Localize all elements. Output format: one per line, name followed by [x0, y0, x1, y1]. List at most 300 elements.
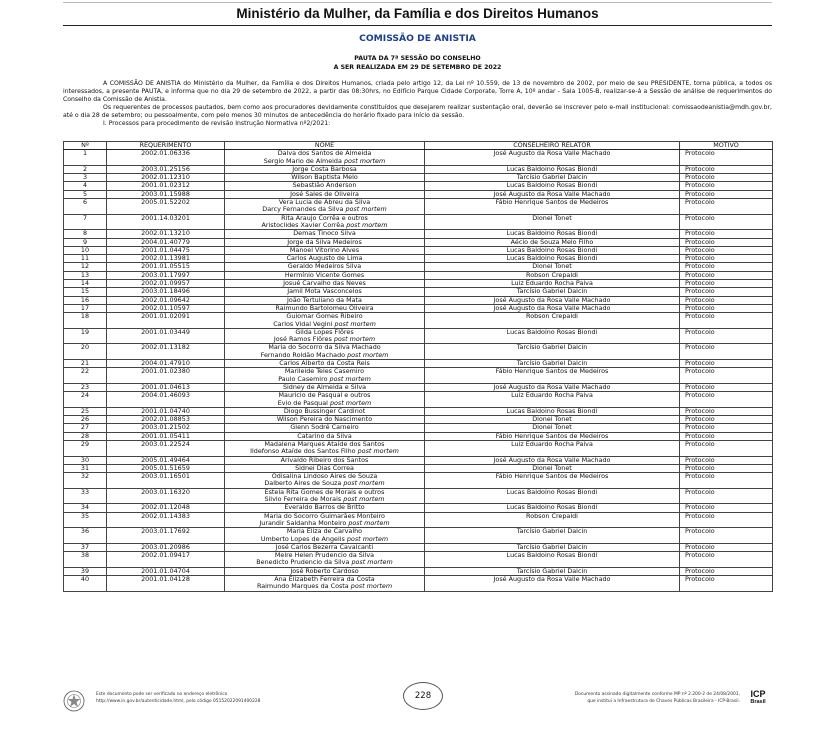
row-number: 34: [64, 504, 107, 512]
table-row: [64, 263, 773, 271]
title-rule: [63, 25, 772, 26]
row-post-mortem: post mortem: [345, 205, 387, 214]
row-nome-primary: Guiomar Gomes Ribeiro: [286, 312, 363, 321]
row-requerimento: 2002.01.10597: [107, 304, 225, 312]
row-nome-primary: Glenn Sodré Carneiro: [290, 423, 359, 432]
row-requerimento: 2003.01.22524: [107, 440, 225, 456]
icp-brasil-logo: [746, 690, 770, 705]
row-motivo: Protocolo: [680, 567, 773, 575]
row-nome-secondary: [227, 480, 422, 487]
table-row: [64, 214, 773, 230]
row-motivo: Protocolo: [680, 504, 773, 512]
row-conselheiro: Lucas Baldoino Rosas Biondi: [425, 182, 680, 190]
row-post-mortem: post mortem: [348, 518, 390, 527]
row-nome-secondary: [227, 520, 422, 527]
row-nome-primary: Marileide Teles Casemiro: [284, 367, 365, 376]
table-row: [64, 488, 773, 504]
row-nome-deceased: Raimundo Marques da Costa: [256, 582, 349, 591]
row-nome-deceased: Evio de Pasqual: [277, 398, 328, 407]
row-requerimento: 2002.01.12310: [107, 174, 225, 182]
row-requerimento: 2001.01.03449: [107, 328, 225, 344]
row-conselheiro: José Augusto da Rosa Valle Machado: [425, 576, 680, 592]
row-nome: [225, 440, 425, 456]
row-number: 19: [64, 328, 107, 344]
row-nome-deceased: José Ramos Flôres: [273, 335, 332, 344]
row-motivo: Protocolo: [680, 576, 773, 592]
row-conselheiro: Dionei Tonet: [425, 416, 680, 424]
header-requerimento: REQUERIMENTO: [107, 142, 225, 150]
row-conselheiro: José Augusto da Rosa Valle Machado: [425, 150, 680, 166]
row-number: 15: [64, 288, 107, 296]
row-nome-primary: Meire Helen Prudencio da Silva: [274, 551, 375, 560]
intro-paragraph-1: A COMISSÃO DE ANISTIA do Ministério da Mulher, da Família e dos Direitos Humanos, criada pelo artigo 12, da Lei nº 10.559, de 13 de novembro de 2002, por meio de seu PRESIDENTE, torna pública, a todos os interessados, a presente PAUTA, e informa que no dia 29 de setembro de 2022, a partir das 08:30hrs, no Edifício Parque Cidade Corporate, Torre A, 10º andar - Sala 1005-B, realizar-se-á a Sessão de análise de requerimentos do Conselho da Comissão de Anistia.: [63, 80, 772, 103]
row-motivo: Protocolo: [680, 344, 773, 360]
row-conselheiro: Fábio Henrique Santos de Medeiros: [425, 432, 680, 440]
table-row: [64, 313, 773, 329]
row-nome-deceased: Dalberto Aires de Souza: [264, 479, 342, 488]
icp-logo-bottom: Brasil: [750, 699, 766, 705]
row-number: 39: [64, 567, 107, 575]
row-conselheiro: Luiz Eduardo Rocha Paiva: [425, 392, 680, 408]
row-motivo: Protocolo: [680, 255, 773, 263]
row-number: 25: [64, 407, 107, 415]
row-nome-deceased: Umberto Lopes de Angelis: [260, 534, 345, 543]
row-nome: [225, 230, 425, 238]
row-nome: [225, 512, 425, 528]
row-requerimento: 2002.01.09417: [107, 552, 225, 568]
pauta-line-1: PAUTA DA 7ª SESSÃO DO CONSELHO: [354, 55, 481, 62]
row-motivo: Protocolo: [680, 150, 773, 166]
row-motivo: Protocolo: [680, 456, 773, 464]
row-conselheiro: José Augusto da Rosa Valle Machado: [425, 456, 680, 464]
row-motivo: Protocolo: [680, 512, 773, 528]
verification-line-1: Este documento pode ser verificado no endereço eletrônico: [96, 692, 228, 697]
row-nome-secondary: [227, 222, 422, 229]
row-conselheiro: Tarcísio Gabriel Dalcin: [425, 344, 680, 360]
row-nome-deceased: Paulo Casemiro: [278, 374, 328, 383]
row-nome-primary: Jorge da Silva Medeiros: [287, 237, 362, 246]
row-nome-primary: Raimundo Bartolomeu Oliveira: [275, 303, 374, 312]
row-conselheiro: Robson Crepaldi: [425, 512, 680, 528]
row-motivo: Protocolo: [680, 368, 773, 384]
row-number: 35: [64, 512, 107, 528]
intro-text: [63, 80, 772, 128]
row-nome: [225, 214, 425, 230]
row-nome: [225, 528, 425, 544]
row-conselheiro: Fábio Henrique Santos de Medeiros: [425, 473, 680, 489]
row-motivo: Protocolo: [680, 464, 773, 472]
row-nome: [225, 368, 425, 384]
row-number: 20: [64, 344, 107, 360]
row-nome-primary: Rita Araujo Corrêa e outros: [281, 213, 368, 222]
ministry-title: Ministério da Mulher, da Família e dos Direitos Humanos: [236, 6, 599, 21]
row-requerimento: 2003.01.25156: [107, 165, 225, 173]
header-number: Nº: [64, 142, 107, 150]
row-nome-primary: Everaldo Barros de Britto: [284, 503, 365, 512]
row-nome-secondary: [227, 376, 422, 383]
row-post-mortem: post mortem: [329, 398, 372, 407]
row-nome-primary: Maria do Socorro Guimarães Monteiro: [264, 511, 385, 520]
row-nome-primary: Estela Rita Gomes de Morais e outros: [264, 487, 385, 496]
row-nome-deceased: Fernando Roldão Machado: [260, 350, 346, 359]
row-nome-deceased: Benedicto Prudencio da Silva: [256, 558, 350, 567]
row-nome-primary: Demas Tinoco Silva: [293, 229, 356, 238]
row-nome-primary: Geraldo Medeiros Silva: [287, 262, 362, 271]
row-post-mortem: post mortem: [334, 319, 376, 328]
row-number: 3: [64, 174, 107, 182]
row-motivo: Protocolo: [680, 407, 773, 415]
row-number: 30: [64, 456, 107, 464]
row-number: 10: [64, 246, 107, 254]
row-number: 27: [64, 424, 107, 432]
row-nome-deceased: Silvio Ferreira de Morais: [264, 495, 342, 504]
page-footer: [63, 686, 772, 720]
row-conselheiro: Tarcísio Gabriel Dalcin: [425, 174, 680, 182]
row-number: 24: [64, 392, 107, 408]
requirements-table: [63, 141, 773, 592]
row-post-mortem: post mortem: [357, 447, 399, 456]
coat-of-arms-icon: [63, 690, 85, 712]
row-requerimento: 2001.01.04704: [107, 567, 225, 575]
row-nome-primary: José Carlos Bezerra Cavalcanti: [275, 542, 374, 551]
row-number: 14: [64, 280, 107, 288]
row-post-mortem: post mortem: [346, 220, 388, 229]
row-nome: [225, 150, 425, 166]
row-requerimento: 2002.01.13182: [107, 344, 225, 360]
row-conselheiro: Lucas Baldoino Rosas Biondi: [425, 165, 680, 173]
row-number: 38: [64, 552, 107, 568]
row-motivo: Protocolo: [680, 543, 773, 551]
row-requerimento: 2002.01.06336: [107, 150, 225, 166]
row-nome-primary: Jorge Costa Barbosa: [292, 164, 357, 173]
row-number: 13: [64, 271, 107, 279]
pauta-line-2: A SER REALIZADA EM 29 DE SETEMBRO DE 2022: [333, 64, 502, 71]
row-requerimento: 2002.01.13210: [107, 230, 225, 238]
row-conselheiro: Lucas Baldoino Rosas Biondi: [425, 552, 680, 568]
row-nome-primary: Madalena Marques Ataíde dos Santos: [264, 439, 385, 448]
row-nome-primary: Maria Eliza de Carvalho: [286, 527, 363, 536]
row-conselheiro: Luiz Eduardo Rocha Paiva: [425, 280, 680, 288]
row-nome: [225, 488, 425, 504]
row-post-mortem: post mortem: [346, 534, 389, 543]
row-nome-secondary: [227, 536, 422, 543]
row-motivo: Protocolo: [680, 473, 773, 489]
table-row: [64, 424, 773, 432]
row-requerimento: 2003.01.21502: [107, 424, 225, 432]
row-motivo: Protocolo: [680, 246, 773, 254]
row-requerimento: 2002.01.14383: [107, 512, 225, 528]
row-motivo: Protocolo: [680, 280, 773, 288]
row-conselheiro: José Augusto da Rosa Valle Machado: [425, 296, 680, 304]
row-number: 16: [64, 296, 107, 304]
row-number: 28: [64, 432, 107, 440]
row-nome: [225, 473, 425, 489]
row-motivo: Protocolo: [680, 432, 773, 440]
table-row: [64, 440, 773, 456]
table-row: [64, 552, 773, 568]
row-nome: [225, 552, 425, 568]
row-requerimento: 2001.01.04475: [107, 246, 225, 254]
row-conselheiro: Robson Crepaldi: [425, 313, 680, 329]
row-conselheiro: Lucas Baldoino Rosas Biondi: [425, 407, 680, 415]
row-requerimento: 2003.01.17997: [107, 271, 225, 279]
row-conselheiro: Tarcísio Gabriel Dalcin: [425, 288, 680, 296]
row-conselheiro: Dionei Tonet: [425, 424, 680, 432]
row-nome-primary: Odisalina Lindoso Aires de Souza: [271, 472, 378, 481]
row-requerimento: 2001.01.04613: [107, 383, 225, 391]
row-nome-deceased: Sergio Mario de Almeida: [263, 156, 342, 165]
row-requerimento: 2002.01.13981: [107, 255, 225, 263]
row-number: 12: [64, 263, 107, 271]
row-nome-deceased: Darcy Fernandes da Silva: [262, 205, 344, 214]
row-nome: [225, 424, 425, 432]
row-requerimento: 2003.01.20986: [107, 543, 225, 551]
row-motivo: Protocolo: [680, 214, 773, 230]
row-motivo: Protocolo: [680, 296, 773, 304]
row-post-mortem: post mortem: [329, 374, 371, 383]
row-conselheiro: Lucas Baldoino Rosas Biondi: [425, 504, 680, 512]
row-number: 26: [64, 416, 107, 424]
row-requerimento: 2001.14.03201: [107, 214, 225, 230]
row-requerimento: 2004.01.47910: [107, 360, 225, 368]
row-number: 37: [64, 543, 107, 551]
row-motivo: Protocolo: [680, 416, 773, 424]
header-motivo: MOTIVO: [680, 142, 773, 150]
row-motivo: Protocolo: [680, 238, 773, 246]
row-motivo: Protocolo: [680, 328, 773, 344]
row-motivo: Protocolo: [680, 488, 773, 504]
row-post-mortem: post mortem: [343, 479, 385, 488]
table-row: [64, 328, 773, 344]
row-requerimento: 2005.01.49464: [107, 456, 225, 464]
row-nome: [225, 313, 425, 329]
row-number: 21: [64, 360, 107, 368]
row-conselheiro: José Augusto da Rosa Valle Machado: [425, 190, 680, 198]
row-nome-primary: Gilda Lopes Flôres: [295, 327, 354, 336]
row-nome: [225, 328, 425, 344]
row-number: 31: [64, 464, 107, 472]
row-requerimento: 2004.01.40779: [107, 238, 225, 246]
row-requerimento: 2001.01.05515: [107, 263, 225, 271]
commission-title: COMISSÃO DE ANISTIA: [359, 33, 476, 44]
row-conselheiro: Aécio de Souza Melo Filho: [425, 238, 680, 246]
row-requerimento: 2003.01.15988: [107, 190, 225, 198]
row-requerimento: 2002.01.12048: [107, 504, 225, 512]
header-nome: NOME: [225, 142, 425, 150]
row-requerimento: 2001.01.02380: [107, 368, 225, 384]
table-row: [64, 473, 773, 489]
row-nome-primary: Josué Carvalho das Neves: [283, 279, 366, 288]
row-number: 32: [64, 473, 107, 489]
row-nome-secondary: [227, 583, 422, 590]
row-motivo: Protocolo: [680, 304, 773, 312]
row-motivo: Protocolo: [680, 360, 773, 368]
row-conselheiro: Tarcísio Gabriel Dalcin: [425, 543, 680, 551]
row-number: 17: [64, 304, 107, 312]
row-conselheiro: Dionei Tonet: [425, 263, 680, 271]
row-requerimento: 2005.01.52202: [107, 199, 225, 215]
row-nome: [225, 288, 425, 296]
table-row: [64, 576, 773, 592]
row-nome-secondary: [227, 321, 422, 328]
row-nome-primary: Maria do Socorro da Silva Machado: [268, 343, 381, 352]
verification-line-2: http://www.in.gov.br/autenticidade.html, pelo código 05152022091400228: [96, 699, 261, 704]
row-nome-secondary: [227, 206, 422, 213]
row-nome-primary: Wilson Pereira do Nascimento: [276, 415, 373, 424]
row-nome-deceased: Jurandir Saldanha Monteiro: [259, 518, 347, 527]
row-conselheiro: Lucas Baldoino Rosas Biondi: [425, 230, 680, 238]
icp-logo-top: ICP: [750, 689, 766, 699]
row-conselheiro: Dionei Tonet: [425, 464, 680, 472]
row-number: 23: [64, 383, 107, 391]
signature-note: [575, 691, 740, 705]
row-nome-secondary: [227, 336, 422, 343]
row-nome-secondary: [227, 352, 422, 359]
row-motivo: Protocolo: [680, 424, 773, 432]
row-nome-primary: Sebastião Anderson: [292, 181, 357, 190]
row-requerimento: 2002.01.09642: [107, 296, 225, 304]
row-number: 2: [64, 165, 107, 173]
row-motivo: Protocolo: [680, 440, 773, 456]
row-requerimento: 2003.01.16501: [107, 473, 225, 489]
row-conselheiro: José Augusto da Rosa Valle Machado: [425, 304, 680, 312]
page-number: 228: [403, 682, 443, 710]
row-number: 22: [64, 368, 107, 384]
table-row: [64, 528, 773, 544]
row-nome-secondary: [227, 448, 422, 455]
row-number: 36: [64, 528, 107, 544]
row-nome-primary: Jamil Mota Vasconcelos: [287, 287, 362, 296]
table-row: [64, 150, 773, 166]
row-requerimento: 2003.01.16320: [107, 488, 225, 504]
table-row: [64, 230, 773, 238]
table-row: [64, 392, 773, 408]
row-requerimento: 2002.01.09957: [107, 280, 225, 288]
row-nome-secondary: [227, 559, 422, 566]
row-motivo: Protocolo: [680, 190, 773, 198]
row-requerimento: 2001.01.04128: [107, 576, 225, 592]
table-row: [64, 368, 773, 384]
row-nome-primary: João Tertuliano da Mata: [287, 295, 362, 304]
row-conselheiro: Lucas Baldoino Rosas Biondi: [425, 255, 680, 263]
row-number: 18: [64, 313, 107, 329]
row-post-mortem: post mortem: [343, 495, 385, 504]
row-requerimento: 2003.01.18496: [107, 288, 225, 296]
row-conselheiro: Lucas Baldoino Rosas Biondi: [425, 488, 680, 504]
row-post-mortem: post mortem: [351, 558, 393, 567]
row-nome-primary: Diogo Bussinger Cardinot: [283, 406, 366, 415]
row-conselheiro: Luiz Eduardo Rocha Paiva: [425, 440, 680, 456]
signature-line-1: Documento assinado digitalmente conforme MP nº 2.200-2 de 24/08/2001,: [574, 692, 740, 697]
row-requerimento: 2001.01.04740: [107, 407, 225, 415]
row-number: 29: [64, 440, 107, 456]
row-nome-primary: Hermínio Vicente Gomes: [284, 270, 365, 279]
row-motivo: Protocolo: [680, 313, 773, 329]
header-conselheiro: CONSELHEIRO RELATOR: [425, 142, 680, 150]
row-nome-primary: Catarino da Silva: [297, 431, 352, 440]
row-nome-primary: Ana Elizabeth Ferreira da Costa: [274, 575, 375, 584]
row-nome-primary: José Sales de Oliveira: [290, 189, 359, 198]
row-nome-primary: Carlos Augusto de Lima: [286, 254, 363, 263]
row-nome-secondary: [227, 400, 422, 407]
row-motivo: Protocolo: [680, 165, 773, 173]
row-requerimento: 2001.01.05411: [107, 432, 225, 440]
row-post-mortem: post mortem: [343, 156, 386, 165]
row-nome-primary: Vera Lucia de Abreu da Silva: [278, 198, 371, 207]
row-number: 5: [64, 190, 107, 198]
row-requerimento: 2001.01.02312: [107, 182, 225, 190]
row-number: 6: [64, 199, 107, 215]
row-nome-primary: Dalva dos Santos de Almeida: [277, 149, 372, 158]
row-nome-secondary: [227, 158, 422, 165]
verification-note: [96, 691, 260, 705]
row-number: 11: [64, 255, 107, 263]
row-number: 7: [64, 214, 107, 230]
row-nome-primary: Mauricio de Pasqual e outros: [278, 391, 371, 400]
row-nome-primary: Manoel Vitorino Alves: [289, 245, 360, 254]
row-nome-primary: Wilson Baptista Melo: [291, 173, 358, 182]
table-row: [64, 199, 773, 215]
row-number: 40: [64, 576, 107, 592]
row-conselheiro: Tarcísio Gabriel Dalcin: [425, 567, 680, 575]
row-nome-deceased: Aristoclides Xavier Corrêa: [261, 220, 345, 229]
row-conselheiro: Lucas Baldoino Rosas Biondi: [425, 246, 680, 254]
row-number: 33: [64, 488, 107, 504]
row-nome: [225, 263, 425, 271]
row-nome-primary: Arivaldo Ribeiro dos Santos: [280, 455, 369, 464]
row-nome: [225, 344, 425, 360]
row-requerimento: 2002.01.08853: [107, 416, 225, 424]
row-motivo: Protocolo: [680, 288, 773, 296]
table-row: [64, 344, 773, 360]
row-motivo: Protocolo: [680, 230, 773, 238]
row-nome: [225, 392, 425, 408]
row-post-mortem: post mortem: [333, 335, 376, 344]
row-motivo: Protocolo: [680, 174, 773, 182]
row-nome: [225, 504, 425, 512]
row-nome-deceased: Ildefonso Ataíde dos Santos Filho: [250, 447, 356, 456]
row-post-mortem: post mortem: [347, 350, 389, 359]
row-requerimento: 2003.01.17692: [107, 528, 225, 544]
row-conselheiro: Robson Crepaldi: [425, 271, 680, 279]
row-motivo: Protocolo: [680, 199, 773, 215]
row-number: 8: [64, 230, 107, 238]
row-conselheiro: Dionei Tonet: [425, 214, 680, 230]
row-nome: [225, 199, 425, 215]
table-row: [64, 512, 773, 528]
row-nome-secondary: [227, 496, 422, 503]
row-nome: [225, 576, 425, 592]
row-requerimento: 2001.01.02091: [107, 313, 225, 329]
intro-paragraph-3: I. Processos para procedimento de revisão Instrução Normativa nº2/2021:: [103, 120, 331, 127]
row-requerimento: 2005.01.51659: [107, 464, 225, 472]
row-nome-deceased: Carlos Vidal Vegini: [273, 319, 333, 328]
row-nome-primary: José Roberto Cardoso: [290, 566, 359, 575]
row-motivo: Protocolo: [680, 263, 773, 271]
row-motivo: Protocolo: [680, 552, 773, 568]
row-nome-primary: Sidnei Dias Correa: [295, 463, 354, 472]
signature-line-2: que institui a Infraestrutura de Chaves Públicas Brasileira - ICP-Brasil.: [587, 699, 740, 704]
row-requerimento: 2004.01.46093: [107, 392, 225, 408]
row-conselheiro: Tarcísio Gabriel Dalcin: [425, 528, 680, 544]
row-post-mortem: post mortem: [350, 582, 393, 591]
top-divider: [63, 2, 772, 3]
row-number: 9: [64, 238, 107, 246]
row-motivo: Protocolo: [680, 271, 773, 279]
row-motivo: Protocolo: [680, 182, 773, 190]
row-conselheiro: Fábio Henrique Santos de Medeiros: [425, 199, 680, 215]
row-number: 1: [64, 150, 107, 166]
